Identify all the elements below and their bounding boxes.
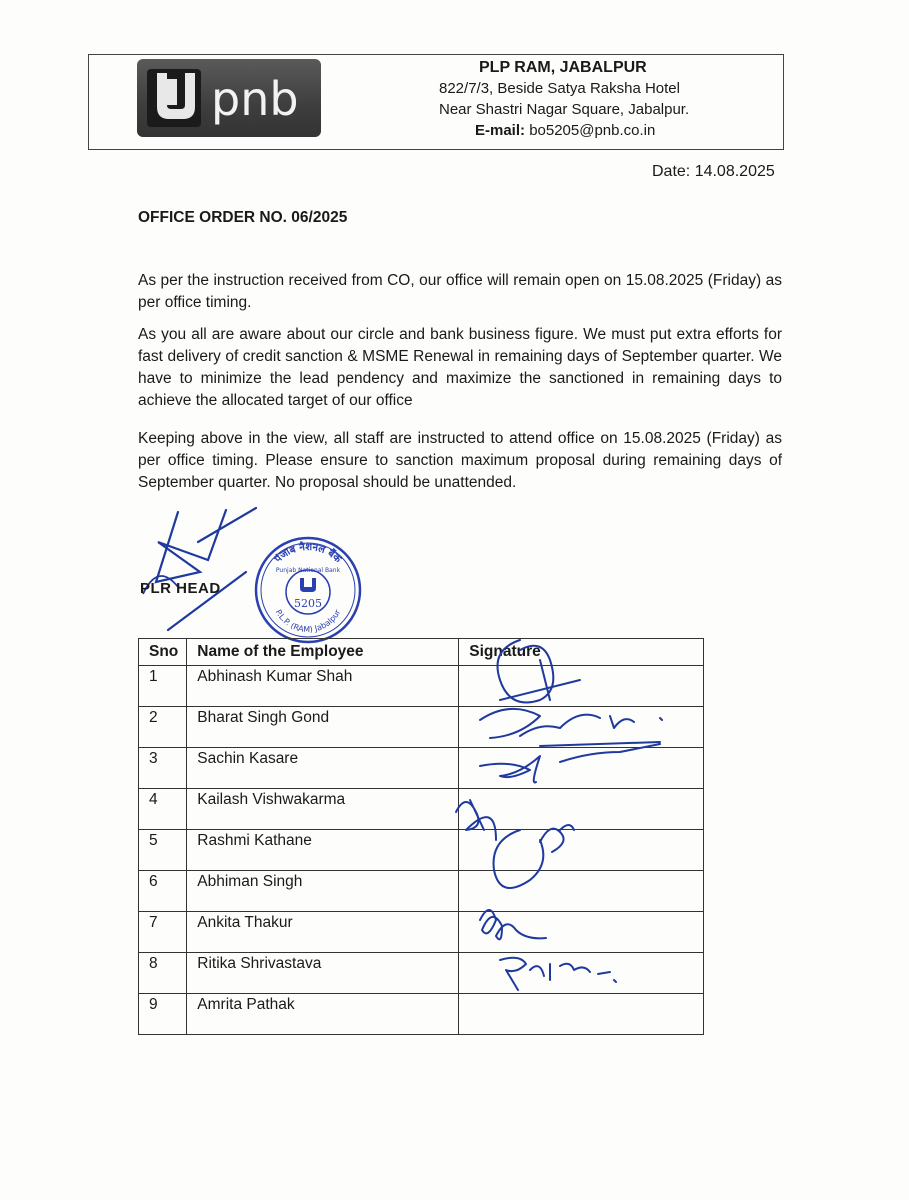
address-line-2: Near Shastri Nagar Square, Jabalpur. (439, 101, 690, 118)
table-row (139, 666, 704, 707)
table-row (139, 830, 704, 871)
table-row (139, 707, 704, 748)
row-signature-cell (459, 994, 704, 1035)
row-sno: 6 (139, 871, 187, 912)
row-employee-name: Rashmi Kathane (187, 830, 459, 871)
row-sno: 3 (139, 748, 187, 789)
row-employee-name: Sachin Kasare (187, 748, 459, 789)
logo-wordmark: pnb (211, 72, 299, 126)
paragraph-2: As you all are aware about our circle and bank business figure. We must put extra efforts for fast delivery of credit sanction & MSME Renewal in remaining days of September quarter. We have to minimize the lead pendency and maximize the sanctioned in remaining days to achieve the allocated target of our office (138, 326, 782, 409)
branch-address-block (439, 57, 739, 141)
row-sno: 2 (139, 707, 187, 748)
table-row (139, 994, 704, 1035)
table-row (139, 871, 704, 912)
seal-emblem-icon (300, 578, 316, 592)
row-employee-name: Ankita Thakur (187, 912, 459, 953)
row-signature-cell (459, 830, 704, 871)
branch-name: PLP RAM, JABALPUR (479, 59, 647, 76)
email-value: bo5205@pnb.co.in (529, 122, 656, 139)
letterhead (88, 54, 784, 150)
row-signature-cell (459, 707, 704, 748)
order-title: OFFICE ORDER NO. 06/2025 (138, 209, 348, 226)
pnb-logo (137, 59, 321, 137)
paragraph-3: Keeping above in the view, all staff are instructed to attend office on 15.08.2025 (Friday) as per office timing. Please ensure to sanction maximum proposal during remaining days of September quarter. No proposal should be unattended. (138, 430, 782, 491)
row-employee-name: Bharat Singh Gond (187, 707, 459, 748)
table-row (139, 748, 704, 789)
paragraph-1: As per the instruction received from CO, our office will remain open on 15.08.2025 (Friday) as per office timing. (138, 272, 782, 311)
staff-signature-table (138, 638, 704, 1035)
branch-seal (250, 532, 366, 644)
row-sno: 7 (139, 912, 187, 953)
row-sno: 1 (139, 666, 187, 707)
table-row (139, 789, 704, 830)
row-signature-cell (459, 953, 704, 994)
row-sno: 5 (139, 830, 187, 871)
seal-code: 5205 (294, 597, 322, 610)
order-date: Date: 14.08.2025 (652, 163, 775, 180)
table-row (139, 953, 704, 994)
row-employee-name: Kailash Vishwakarma (187, 789, 459, 830)
email-label: E-mail: (475, 122, 526, 139)
seal-english-text: Punjab National Bank (275, 567, 341, 574)
row-signature-cell (459, 912, 704, 953)
plr-head-signature (138, 502, 268, 632)
row-signature-cell (459, 871, 704, 912)
header-signature: Signature (459, 639, 704, 666)
row-sno: 9 (139, 994, 187, 1035)
seal-bottom-text: P.L.P. (RAM) Jabalpur (273, 608, 343, 635)
row-employee-name: Amrita Pathak (187, 994, 459, 1035)
row-employee-name: Abhinash Kumar Shah (187, 666, 459, 707)
row-employee-name: Abhiman Singh (187, 871, 459, 912)
row-sno: 4 (139, 789, 187, 830)
email-line (439, 120, 739, 141)
row-signature-cell (459, 789, 704, 830)
row-sno: 8 (139, 953, 187, 994)
row-signature-cell (459, 748, 704, 789)
row-signature-cell (459, 666, 704, 707)
header-sno: Sno (139, 639, 187, 666)
address-line-1: 822/7/3, Beside Satya Raksha Hotel (439, 80, 680, 97)
seal-top-text: पंजाब नैशनल बैंक (272, 541, 344, 566)
pnb-logo-icon (137, 59, 321, 137)
table-row (139, 912, 704, 953)
table-header-row (139, 639, 704, 666)
row-employee-name: Ritika Shrivastava (187, 953, 459, 994)
signatory-label: PLR HEAD (140, 580, 221, 597)
header-name: Name of the Employee (187, 639, 459, 666)
